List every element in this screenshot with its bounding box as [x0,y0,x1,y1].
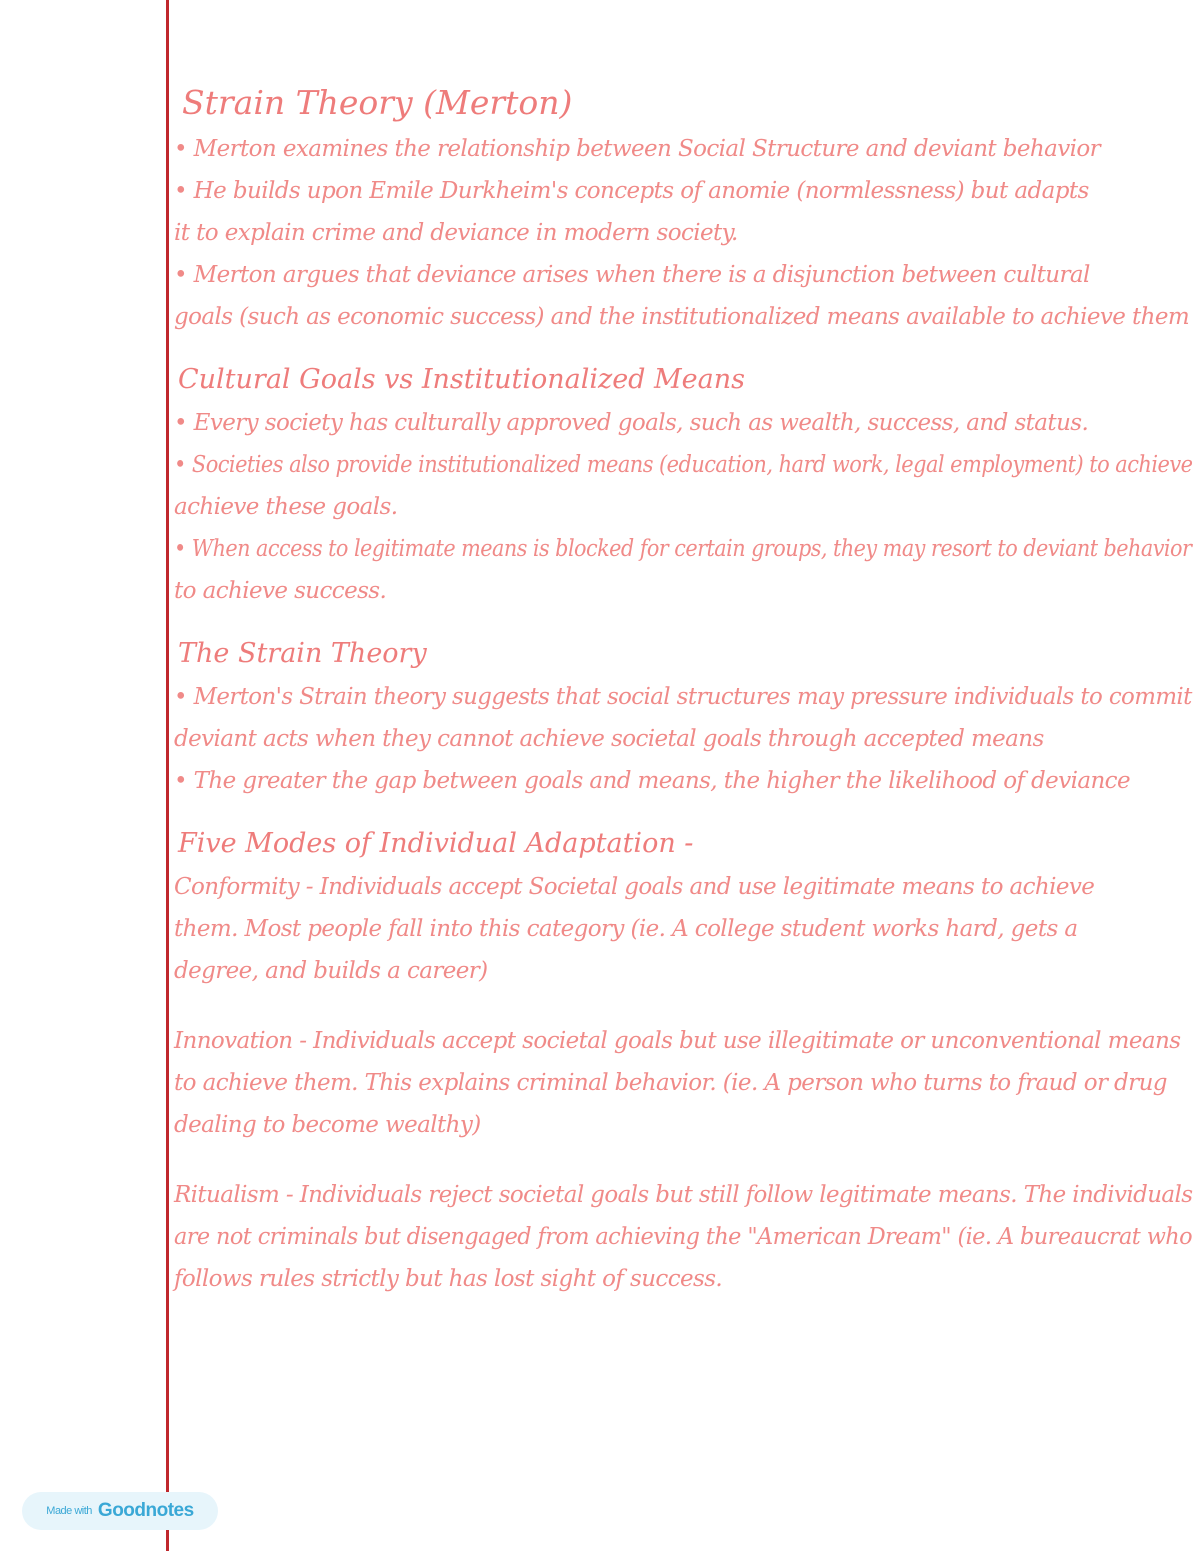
note-line: are not criminals but disengaged from achieving the "American Dream" (ie. A bureaucrat who [174,1224,1193,1250]
note-line: • Merton's Strain theory suggests that social structures may pressure individuals to commit [174,684,1192,710]
note-line: • Every society has culturally approved goals, such as wealth, success, and status. [174,410,1089,436]
section-heading: Cultural Goals vs Institutionalized Means [178,364,745,395]
note-line: to achieve them. This explains criminal behavior. (ie. A person who turns to fraud or drug [174,1070,1167,1096]
note-line: goals (such as economic success) and the institutionalized means available to achieve them [174,304,1190,330]
section-strain-theory-merton [174,78,1192,338]
section-five-modes [174,822,1192,1300]
note-line: • The greater the gap between goals and means, the higher the likelihood of deviance [174,768,1130,794]
section-cultural-goals [174,358,1192,612]
note-line: follows rules strictly but has lost sight of success. [174,1266,723,1292]
note-line: • Merton examines the relationship between Social Structure and deviant behavior [174,136,1101,162]
note-line: Ritualism - Individuals reject societal goals but still follow legitimate means. The individuals [174,1182,1193,1208]
note-line: Conformity - Individuals accept Societal goals and use legitimate means to achieve [174,874,1095,900]
made-with-goodnotes-badge[interactable] [22,1492,218,1530]
note-line: achieve these goals. [174,494,398,520]
note-line: Innovation - Individuals accept societal goals but use illegitimate or unconventional means [174,1028,1181,1054]
note-line: • Societies also provide institutionalized means (education, hard work, legal employment) to achieve [174,452,1193,478]
note-line: them. Most people fall into this category (ie. A college student works hard, gets a [174,916,1078,942]
badge-prefix: Made with [46,1505,92,1517]
margin-line [166,0,169,1551]
section-heading: Five Modes of Individual Adaptation - [178,828,694,859]
section-heading: The Strain Theory [178,638,427,669]
section-heading: Strain Theory (Merton) [182,83,573,122]
note-line: it to explain crime and deviance in modern society. [174,220,738,246]
goodnotes-logo: Goodnotes [97,1500,194,1521]
note-line: • He builds upon Emile Durkheim's concepts of anomie (normlessness) but adapts [174,178,1089,204]
note-line: deviant acts when they cannot achieve societal goals through accepted means [174,726,1044,752]
note-line: to achieve success. [174,578,387,604]
paragraph-innovation [174,1020,1192,1146]
paragraph-ritualism [174,1174,1192,1300]
handwritten-notes [174,78,1192,1300]
note-line: • Merton argues that deviance arises when there is a disjunction between cultural [174,262,1090,288]
note-line: • When access to legitimate means is blocked for certain groups, they may resort to deviant behavior [174,536,1192,562]
paragraph-conformity [174,866,1192,992]
note-line: degree, and builds a career) [174,958,488,984]
note-line: dealing to become wealthy) [174,1112,481,1138]
section-the-strain-theory [174,632,1192,802]
